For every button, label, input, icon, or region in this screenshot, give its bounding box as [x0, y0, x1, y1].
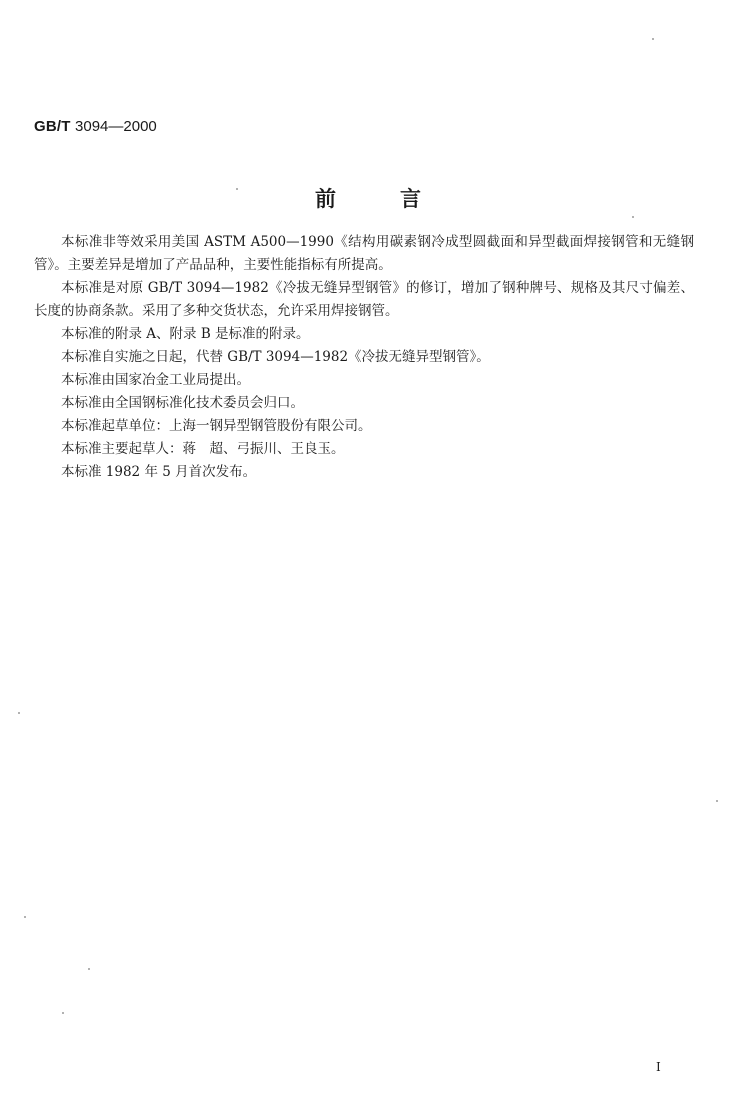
paragraph-centralized: 本标准由全国钢标准化技术委员会归口。: [61, 395, 304, 411]
title-char-1: 前: [315, 187, 336, 211]
standard-prefix: GB/T: [34, 118, 71, 135]
paragraph-drafting-unit: 本标准起草单位：上海一钢异型钢管股份有限公司。: [61, 418, 372, 434]
paragraph-appendix: 本标准的附录 A、附录 B 是标准的附录。: [61, 326, 310, 342]
scan-speck: [88, 968, 90, 970]
body-text: [34, 231, 694, 484]
scan-speck: [632, 216, 634, 218]
paragraph-replacement: 本标准自实施之日起，代替 GB/T 3094—1982《冷拔无缝异型钢管》。: [61, 349, 490, 365]
title-char-2: 言: [400, 187, 421, 211]
paragraph-proposer: 本标准由国家冶金工业局提出。: [61, 372, 250, 388]
standard-code: [34, 118, 157, 135]
scan-speck: [18, 712, 20, 714]
standard-number: 3094—2000: [75, 118, 157, 135]
scan-speck: [716, 800, 718, 802]
scan-speck: [24, 916, 26, 918]
scan-speck: [62, 1012, 64, 1014]
scan-speck: [652, 38, 654, 40]
paragraph-first-issue: 本标准 1982 年 5 月首次发布。: [61, 464, 257, 480]
paragraph-drafters: 本标准主要起草人：蒋 超、弓振川、王良玉。: [61, 441, 345, 457]
paragraph-revision: 本标准是对原 GB/T 3094—1982《冷拔无缝异型钢管》的修订，增加了钢种牌号、规格及其尺寸偏差、长度的协商条款。采用了多种交货状态，允许采用焊接钢管。: [34, 280, 694, 319]
page-title: [0, 183, 736, 213]
paragraph-adoption: 本标准非等效采用美国 ASTM A500—1990《结构用碳素钢冷成型圆截面和异型截面焊接钢管和无缝钢管》。主要差异是增加了产品品种，主要性能指标有所提高。: [34, 234, 694, 273]
page-number: I: [656, 1060, 661, 1074]
scan-speck: [236, 188, 238, 190]
